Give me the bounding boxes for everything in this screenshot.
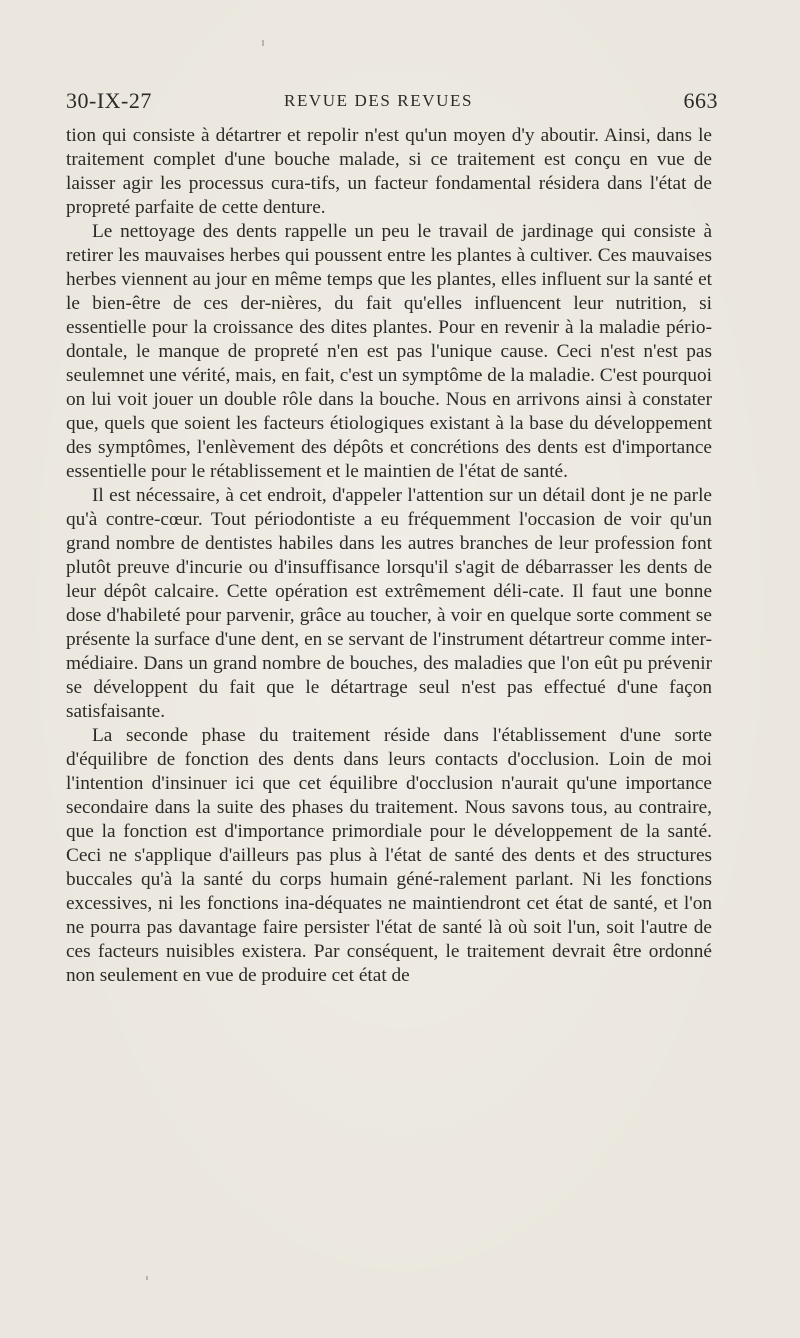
header-title: REVUE DES REVUES [284, 91, 473, 110]
body-text [66, 124, 712, 988]
page-number: 663 [683, 88, 718, 113]
paper-speck [146, 1276, 148, 1280]
paragraph-4: La seconde phase du traitement réside dans l'établissement d'une sorte d'équilibre de fonction des dents dans leurs contacts d'occlusion. Loin de moi l'intention d'insinuer ici que cet équilibre d'occlusion n'aurait qu'une importance secondaire dans la suite des phases du traitement. Nous savons tous, au contraire, que la fonction est d'importance primordiale pour le développement de la santé. Ceci ne s'applique d'ailleurs pas plus à l'état de santé des dents et des structures buccales qu'à la santé du corps humain géné-ralement parlant. Ni les fonctions excessives, ni les fonctions ina-déquates ne maintiendront cet état de santé, et l'on ne pourra pas davantage faire persister l'état de santé là où soit l'un, soit l'autre de ces facteurs nuisibles existera. Par conséquent, le traitement devrait être ordonné non seulement en vue de produire cet état de [66, 725, 712, 986]
paragraph-2: Le nettoyage des dents rappelle un peu le travail de jardinage qui consiste à retirer les mauvaises herbes qui poussent entre les plantes à cultiver. Ces mauvaises herbes viennent au jour en même temps que les plantes, elles influent sur la santé et le bien-être de ces der-nières, du fait qu'elles influencent leur nutrition, si essentielle pour la croissance des dites plantes. Pour en revenir à la maladie pério-dontale, le manque de propreté n'en est pas l'unique cause. Ceci n'est n'est pas seulemnet une vérité, mais, en fait, c'est un symptôme de la maladie. C'est pourquoi on lui voit jouer un double rôle dans la bouche. Nous en arrivons ainsi à constater que, quels que soient les facteurs étiologiques existant à la base du développement des symptômes, l'enlèvement des dépôts et concrétions des dents est d'importance essentielle pour le rétablissement et le maintien de l'état de santé. [66, 221, 712, 482]
running-header [64, 88, 718, 120]
header-date: 30-IX-27 [66, 88, 152, 113]
paragraph-1: tion qui consiste à détartrer et repolir n'est qu'un moyen d'y aboutir. Ainsi, dans le traitement complet d'une bouche malade, si ce traitement est conçu en vue de laisser agir les processus cura-tifs, un facteur fondamental résidera dans l'état de propreté parfaite de cette denture. [66, 125, 712, 218]
paper-speck [262, 40, 264, 46]
paragraph-3: Il est nécessaire, à cet endroit, d'appeler l'attention sur un détail dont je ne parle qu'à contre-cœur. Tout périodontiste a eu fréquemment l'occasion de voir qu'un grand nombre de dentistes habiles dans les autres branches de leur profession font plutôt preuve d'incurie ou d'insuffisance lorsqu'il s'agit de débarrasser les dents de leur dépôt calcaire. Cette opération est extrêmement déli-cate. Il faut une bonne dose d'habileté pour parvenir, grâce au toucher, à voir en quelque sorte comment se présente la surface d'une dent, en se servant de l'instrument détartreur comme inter-médiaire. Dans un grand nombre de bouches, des maladies que l'on eût pu prévenir se développent du fait que le détartrage seul n'est pas effectué d'une façon satisfaisante. [66, 485, 712, 722]
